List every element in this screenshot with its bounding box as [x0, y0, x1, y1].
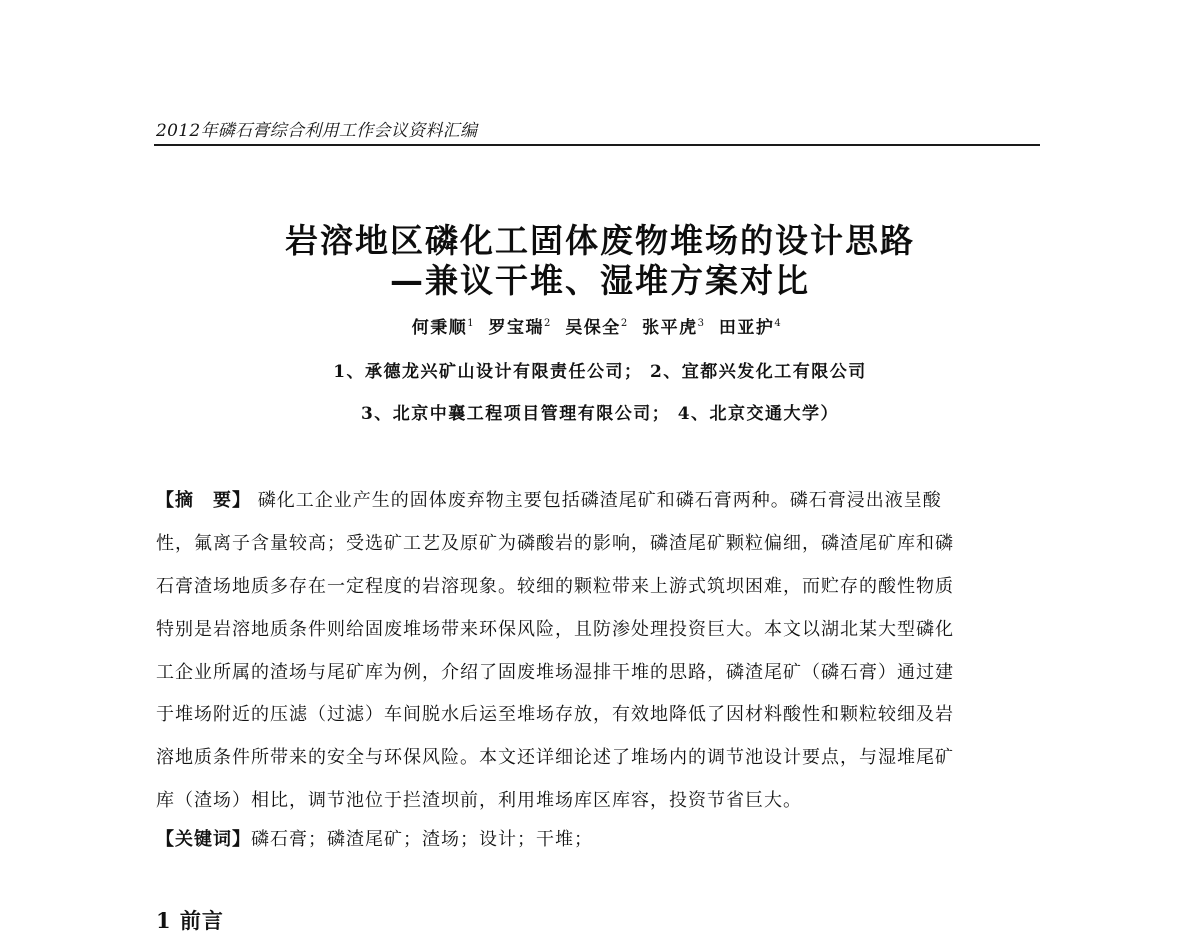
- section-heading: 1 前言: [156, 908, 224, 933]
- author-affiliation-mark: 4: [774, 318, 783, 330]
- running-header: 2012年磷石膏综合利用工作会议资料汇编: [156, 121, 478, 141]
- abstract-line: 库（渣场）相比，调节池位于拦渣坝前，利用堆场库区库容，投资节省巨大。: [156, 790, 802, 811]
- abstract-line: 于堆场附近的压滤（过滤）车间脱水后运至堆场存放，有效地降低了因材料酸性和颗粒较细及岩: [156, 704, 954, 725]
- paper-subtitle: —兼议干堆、湿堆方案对比: [390, 261, 810, 300]
- abstract-line: 特别是岩溶地质条件则给固废堆场带来环保风险，且防渗处理投资巨大。本文以湖北某大型磷化: [156, 619, 954, 640]
- affiliation-line: 1、承德龙兴矿山设计有限责任公司； 2、宜都兴发化工有限公司: [333, 362, 867, 382]
- abstract-line: [156, 486, 1036, 512]
- abstract-label: 【摘 要】: [156, 490, 251, 511]
- author-name: 罗宝瑞: [488, 318, 545, 338]
- author-name: 何秉顺: [411, 318, 468, 338]
- author-affiliation-mark: 1: [467, 318, 476, 330]
- author-affiliation-mark: 2: [544, 318, 552, 330]
- abstract-line: 溶地质条件所带来的安全与环保风险。本文还详细论述了堆场内的调节池设计要点，与湿堆尾矿: [156, 747, 954, 768]
- author-name: 张平虎: [642, 318, 698, 338]
- keywords-text: 磷石膏；磷渣尾矿；渣场；设计；干堆；: [251, 829, 593, 850]
- abstract-line: 石膏渣场地质多存在一定程度的岩溶现象。较细的颗粒带来上游式筑坝困难，而贮存的酸性物质: [156, 576, 954, 597]
- abstract-text: 磷化工企业产生的固体废弃物主要包括磷渣尾矿和磷石膏两种。磷石膏浸出液呈酸: [251, 490, 942, 511]
- paper-title: 岩溶地区磷化工固体废物堆场的设计思路: [285, 221, 915, 260]
- author-name: 吴保全: [565, 318, 621, 338]
- author-list: [0, 313, 1200, 338]
- abstract-line: 工企业所属的渣场与尾矿库为例，介绍了固废堆场湿排干堆的思路，磷渣尾矿（磷石膏）通过建: [156, 662, 954, 683]
- author-name: 田亚护: [718, 318, 775, 338]
- author-affiliation-mark: 2: [620, 318, 629, 330]
- keywords: [156, 825, 593, 851]
- affiliation-line: 3、北京中襄工程项目管理有限公司； 4、北京交通大学）: [360, 404, 840, 424]
- header-rule: [154, 144, 1040, 146]
- author-affiliation-mark: 3: [697, 318, 706, 330]
- abstract-line: 性，氟离子含量较高；受选矿工艺及原矿为磷酸岩的影响，磷渣尾矿颗粒偏细，磷渣尾矿库和磷: [156, 533, 954, 554]
- keywords-label: 【关键词】: [156, 829, 251, 850]
